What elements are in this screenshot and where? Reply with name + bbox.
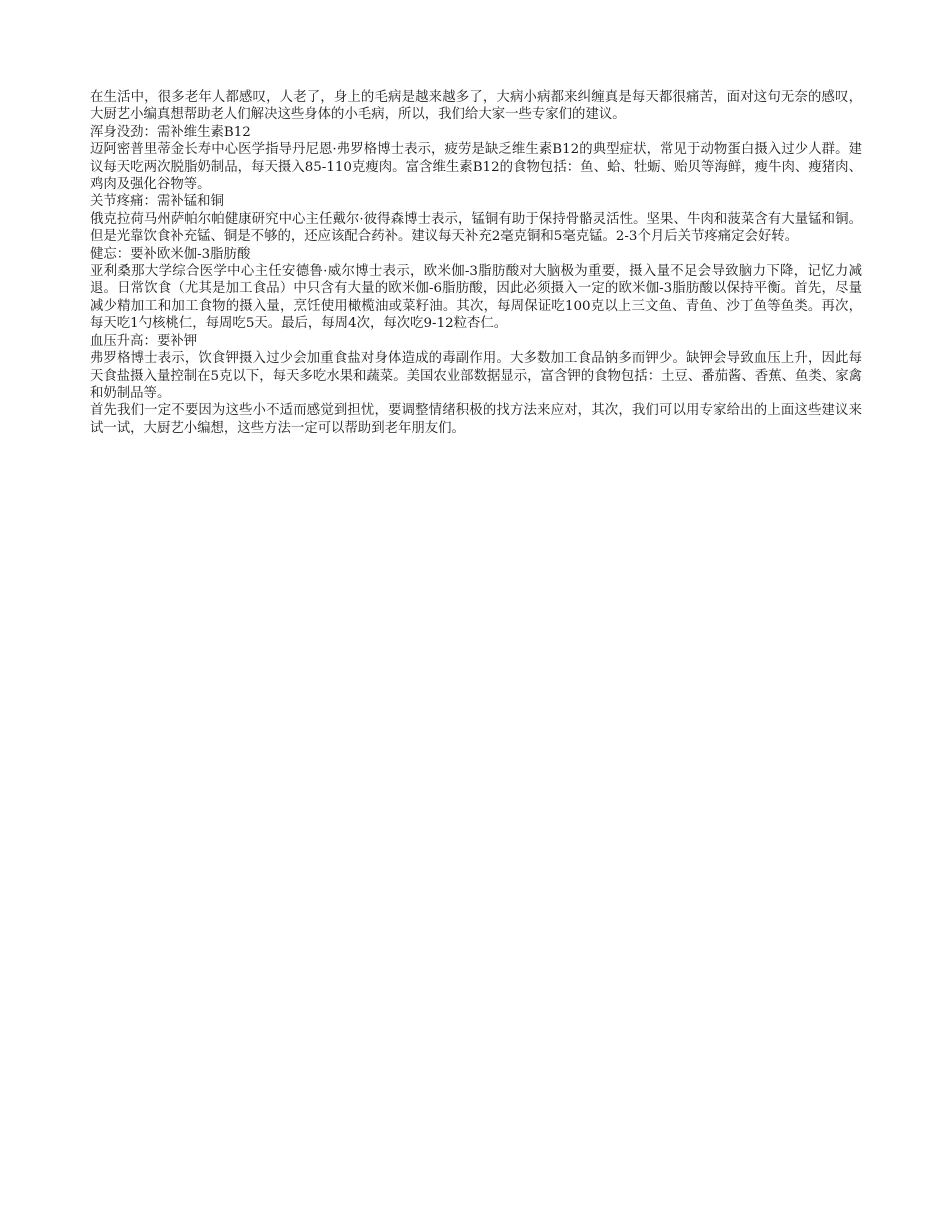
article [90, 89, 862, 437]
section-body-omega3: 亚利桑那大学综合医学中心主任安德鲁·威尔博士表示，欧米伽-3脂肪酸对大脑极为重要，摄入量不足会导致脑力下降，记忆力减退。日常饮食（尤其是加工食品）中只含有大量的欧米伽-6脂肪酸，因此必须摄入一定的欧米伽-3脂肪酸以保持平衡。首先，尽量减少精加工和加工食物的摄入量，烹饪使用橄榄油或菜籽油。其次，每周保证吃100克以上三文鱼、青鱼、沙丁鱼等鱼类。再次，每天吃1勺核桃仁，每周吃5天。最后，每周4次，每次吃9-12粒杏仁。 [90, 264, 862, 332]
section-body-manganese-copper: 俄克拉荷马州萨帕尔帕健康研究中心主任戴尔·彼得森博士表示，锰铜有助于保持骨骼灵活性。坚果、牛肉和菠菜含有大量锰和铜。但是光靠饮食补充锰、铜是不够的，还应该配合药补。建议每天补充2毫克铜和5毫克锰。2-3个月后关节疼痛定会好转。 [90, 211, 862, 245]
section-heading-potassium: 血压升高：要补钾 [90, 333, 198, 349]
section-body-b12: 迈阿密普里蒂金长寿中心医学指导丹尼恩·弗罗格博士表示，疲劳是缺乏维生素B12的典型症状，常见于动物蛋白摄入过少人群。建议每天吃两次脱脂奶制品，每天摄入85-110克瘦肉。富含维生素B12的食物包括：鱼、蛤、牡蛎、贻贝等海鲜，瘦牛肉、瘦猪肉、鸡肉及强化谷物等。 [90, 142, 862, 193]
intro-paragraph: 在生活中，很多老年人都感叹，人老了，身上的毛病是越来越多了，大病小病都来纠缠真是每天都很痛苦，面对这句无奈的感叹，大厨艺小编真想帮助老人们解决这些身体的小毛病，所以，我们给大家一些专家们的建议。 [90, 90, 862, 123]
section-heading-omega3: 健忘：要补欧米伽-3脂肪酸 [90, 246, 251, 262]
section-heading-b12: 浑身没劲：需补维生素B12 [90, 124, 251, 140]
conclusion-paragraph: 首先我们一定不要因为这些小不适而感觉到担忧，要调整情绪积极的找方法来应对，其次，我们可以用专家给出的上面这些建议来试一试，大厨艺小编想，这些方法一定可以帮助到老年朋友们。 [90, 403, 862, 436]
section-body-potassium: 弗罗格博士表示，饮食钾摄入过少会加重食盐对身体造成的毒副作用。大多数加工食品钠多而钾少。缺钾会导致血压上升，因此每天食盐摄入量控制在5克以下，每天多吃水果和蔬菜。美国农业部数据显示，富含钾的食物包括：土豆、番茄酱、香蕉、鱼类、家禽和奶制品等。 [90, 351, 862, 401]
section-heading-manganese-copper: 关节疼痛：需补锰和铜 [90, 194, 224, 210]
